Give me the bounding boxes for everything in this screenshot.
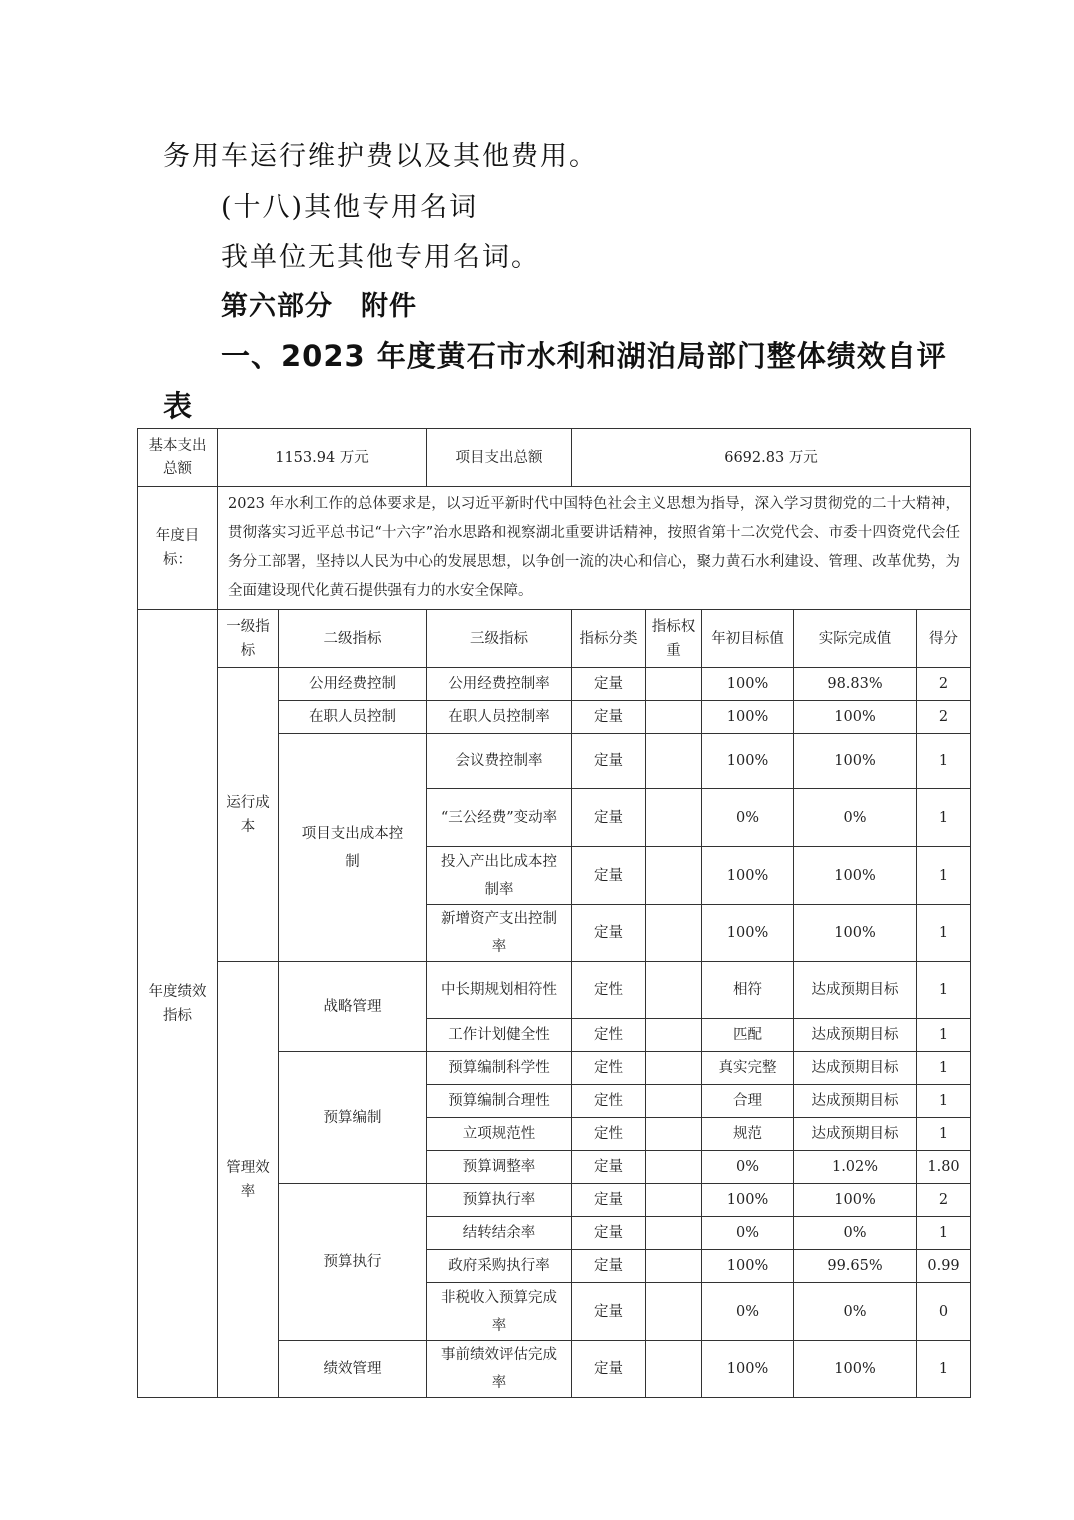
table-cell-target: 0% — [702, 789, 794, 847]
header-score: 得分 — [917, 610, 971, 668]
table-cell-actual: 达成预期目标 — [794, 1019, 917, 1052]
table-cell-score: 1 — [917, 905, 971, 962]
table-cell-weight — [646, 905, 702, 962]
level2-project-cost: 项目支出成本控制 — [279, 734, 427, 962]
project-expense-value: 6692.83 万元 — [572, 429, 971, 487]
table-cell-level3: 事前绩效评估完成率 — [427, 1341, 572, 1398]
table-cell-score: 1 — [917, 789, 971, 847]
table-cell-target: 100% — [702, 1250, 794, 1283]
table-cell-level3: 政府采购执行率 — [427, 1250, 572, 1283]
table-cell-score: 1 — [917, 1217, 971, 1250]
table-cell-level3: “三公经费”变动率 — [427, 789, 572, 847]
table-cell-level3: 预算编制科学性 — [427, 1052, 572, 1085]
table-cell-category: 定量 — [572, 789, 646, 847]
table-cell-category: 定量 — [572, 1217, 646, 1250]
table-cell-score: 0.99 — [917, 1250, 971, 1283]
table-cell-weight — [646, 1052, 702, 1085]
table-cell-actual: 达成预期目标 — [794, 1118, 917, 1151]
table-cell-target: 真实完整 — [702, 1052, 794, 1085]
table-cell-score: 1 — [917, 847, 971, 905]
level2-staff: 在职人员控制 — [279, 701, 427, 734]
table-cell-score: 1 — [917, 1085, 971, 1118]
basic-expense-label: 基本支出总额 — [138, 429, 218, 487]
annual-indicators-label: 年度绩效指标 — [138, 610, 218, 1398]
table-cell-actual: 0% — [794, 789, 917, 847]
table-cell-level3: 在职人员控制率 — [427, 701, 572, 734]
table-cell-actual: 100% — [794, 701, 917, 734]
table-cell-target: 100% — [702, 905, 794, 962]
table-cell-weight — [646, 1217, 702, 1250]
table-cell-level3: 工作计划健全性 — [427, 1019, 572, 1052]
table-cell-actual: 1.02% — [794, 1151, 917, 1184]
table-cell-actual: 达成预期目标 — [794, 1052, 917, 1085]
header-level3: 三级指标 — [427, 610, 572, 668]
table-cell-weight — [646, 1250, 702, 1283]
table-cell-weight — [646, 1184, 702, 1217]
table-cell-level3: 预算调整率 — [427, 1151, 572, 1184]
level2-public-funds: 公用经费控制 — [279, 668, 427, 701]
table-cell-score: 1 — [917, 1341, 971, 1398]
table-cell-actual: 0% — [794, 1283, 917, 1341]
table-cell-actual: 98.83% — [794, 668, 917, 701]
table-cell-score: 1 — [917, 1118, 971, 1151]
table-cell-score: 1.80 — [917, 1151, 971, 1184]
basic-expense-value: 1153.94 万元 — [218, 429, 427, 487]
table-cell-score: 1 — [917, 1052, 971, 1085]
table-cell-actual: 达成预期目标 — [794, 1085, 917, 1118]
table-cell-weight — [646, 847, 702, 905]
table-cell-actual: 0% — [794, 1217, 917, 1250]
table-cell-score: 2 — [917, 701, 971, 734]
table-cell-category: 定量 — [572, 734, 646, 789]
table-cell-weight — [646, 789, 702, 847]
header-actual: 实际完成值 — [794, 610, 917, 668]
header-level1: 一级指标 — [218, 610, 279, 668]
project-expense-label: 项目支出总额 — [427, 429, 572, 487]
table-cell-weight — [646, 1019, 702, 1052]
body-paragraph: 务用车运行维护费以及其他费用。 — [163, 141, 598, 172]
table-cell-target: 0% — [702, 1151, 794, 1184]
level1-management-efficiency: 管理效率 — [218, 962, 279, 1398]
table-title: 一、2023 年度黄石市水利和湖泊局部门整体绩效自评 — [221, 339, 947, 373]
table-cell-score: 0 — [917, 1283, 971, 1341]
table-cell-target: 合理 — [702, 1085, 794, 1118]
table-title-continued: 表 — [163, 389, 194, 423]
table-cell-category: 定量 — [572, 1184, 646, 1217]
table-cell-weight — [646, 701, 702, 734]
table-cell-weight — [646, 962, 702, 1019]
table-cell-category: 定性 — [572, 1085, 646, 1118]
table-cell-level3: 非税收入预算完成率 — [427, 1283, 572, 1341]
table-cell-target: 100% — [702, 701, 794, 734]
table-cell-score: 1 — [917, 734, 971, 789]
table-cell-level3: 新增资产支出控制率 — [427, 905, 572, 962]
table-cell-weight — [646, 1341, 702, 1398]
table-cell-level3: 会议费控制率 — [427, 734, 572, 789]
table-cell-score: 1 — [917, 962, 971, 1019]
level2-budget-exec: 预算执行 — [279, 1184, 427, 1341]
level2-perf-mgmt: 绩效管理 — [279, 1341, 427, 1398]
annual-goal-label: 年度目标： — [138, 487, 218, 610]
table-cell-actual: 100% — [794, 1184, 917, 1217]
table-cell-category: 定量 — [572, 1250, 646, 1283]
table-cell-target: 0% — [702, 1217, 794, 1250]
table-cell-actual: 100% — [794, 905, 917, 962]
table-cell-weight — [646, 1085, 702, 1118]
table-cell-target: 100% — [702, 1341, 794, 1398]
level2-strategy: 战略管理 — [279, 962, 427, 1052]
table-cell-actual: 100% — [794, 847, 917, 905]
table-cell-level3: 投入产出比成本控制率 — [427, 847, 572, 905]
table-cell-target: 0% — [702, 1283, 794, 1341]
table-cell-category: 定量 — [572, 701, 646, 734]
table-cell-target: 100% — [702, 734, 794, 789]
header-weight: 指标权重 — [646, 610, 702, 668]
table-cell-level3: 预算编制合理性 — [427, 1085, 572, 1118]
table-cell-level3: 结转结余率 — [427, 1217, 572, 1250]
body-paragraph: 我单位无其他专用名词。 — [221, 242, 540, 273]
table-cell-weight — [646, 1283, 702, 1341]
table-cell-level3: 预算执行率 — [427, 1184, 572, 1217]
performance-evaluation-table — [137, 428, 971, 1398]
table-cell-category: 定量 — [572, 847, 646, 905]
table-cell-category: 定量 — [572, 1341, 646, 1398]
table-cell-weight — [646, 734, 702, 789]
table-cell-actual: 100% — [794, 734, 917, 789]
header-target: 年初目标值 — [702, 610, 794, 668]
table-cell-actual: 达成预期目标 — [794, 962, 917, 1019]
table-cell-target: 100% — [702, 668, 794, 701]
table-cell-level3: 公用经费控制率 — [427, 668, 572, 701]
header-level2: 二级指标 — [279, 610, 427, 668]
table-cell-category: 定量 — [572, 1151, 646, 1184]
table-cell-weight — [646, 1118, 702, 1151]
table-cell-level3: 立项规范性 — [427, 1118, 572, 1151]
table-cell-target: 相符 — [702, 962, 794, 1019]
table-cell-category: 定性 — [572, 962, 646, 1019]
table-cell-score: 1 — [917, 1019, 971, 1052]
table-cell-category: 定性 — [572, 1118, 646, 1151]
table-cell-category: 定性 — [572, 1019, 646, 1052]
table-cell-category: 定性 — [572, 1052, 646, 1085]
table-cell-target: 100% — [702, 847, 794, 905]
section-title: 第六部分 附件 — [221, 291, 417, 322]
table-cell-category: 定量 — [572, 1283, 646, 1341]
table-cell-category: 定量 — [572, 668, 646, 701]
table-cell-target: 规范 — [702, 1118, 794, 1151]
table-cell-weight — [646, 668, 702, 701]
table-cell-category: 定量 — [572, 905, 646, 962]
subsection-heading: (十八)其他专用名词 — [221, 192, 479, 223]
level2-budget-prep: 预算编制 — [279, 1052, 427, 1184]
table-cell-score: 2 — [917, 668, 971, 701]
header-category: 指标分类 — [572, 610, 646, 668]
table-cell-target: 100% — [702, 1184, 794, 1217]
table-cell-actual: 99.65% — [794, 1250, 917, 1283]
table-cell-target: 匹配 — [702, 1019, 794, 1052]
table-cell-weight — [646, 1151, 702, 1184]
table-cell-level3: 中长期规划相符性 — [427, 962, 572, 1019]
level1-operating-cost: 运行成本 — [218, 668, 279, 962]
annual-goal-text: 2023 年水利工作的总体要求是，以习近平新时代中国特色社会主义思想为指导，深入学习贯彻党的二十大精神，贯彻落实习近平总书记“十六字”治水思路和视察湖北重要讲话精神，按照省第十二次党代会、市委十四资党代会任务分工部署，坚持以人民为中心的发展思想，以争创一流的决心和信心，聚力黄石水利建设、管理、改革优势，为全面建设现代化黄石提供强有力的水安全保障。 — [218, 487, 971, 610]
table-cell-actual: 100% — [794, 1341, 917, 1398]
table-cell-score: 2 — [917, 1184, 971, 1217]
